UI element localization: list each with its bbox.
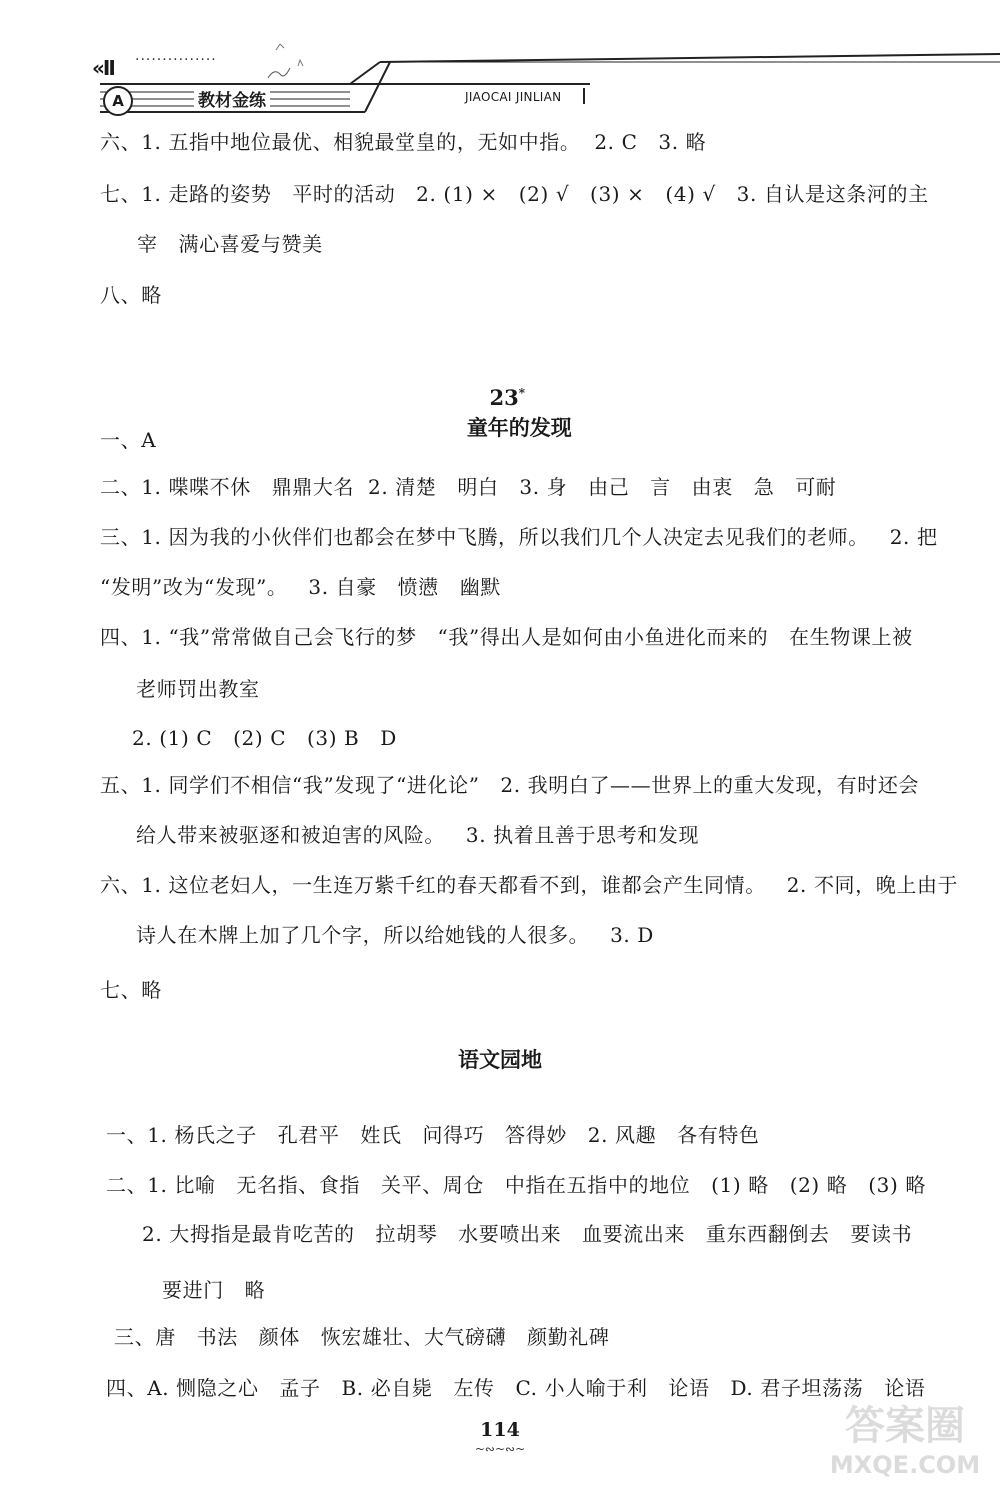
answer-line: 七、略 <box>100 978 162 1002</box>
answer-line: 六、1. 五指中地位最优、相貌最堂皇的，无如中指。 2. C 3. 略 <box>100 130 707 154</box>
answer-line: 二、1. 喋喋不休 鼎鼎大名 2. 清楚 明白 3. 身 由己 言 由衷 急 可耐 <box>100 475 837 499</box>
answer-line: 老师罚出教室 <box>136 677 260 701</box>
answer-line: 七、1. 走路的姿势 平时的活动 2. (1) × (2) √ (3) × (4) √ 3. 自认是这条河的主 <box>100 182 929 206</box>
answer-line: 一、1. 杨氏之子 孔君平 姓氏 问得巧 答得妙 2. 风趣 各有特色 <box>106 1123 760 1147</box>
answer-line: 六、1. 这位老妇人，一生连万紫千红的春天都看不到，谁都会产生同情。 2. 不同，晚上由于 <box>100 873 959 897</box>
answer-line: 2. (1) C (2) C (3) B D <box>132 726 397 750</box>
section-heading-garden: 语文园地 <box>458 1047 542 1072</box>
watermark-logo <box>820 1395 990 1480</box>
answer-line: 2. 大拇指是最肯吃苦的 拉胡琴 水要喷出来 血要流出来 重东西翻倒去 要读书 <box>142 1222 913 1246</box>
svg-text:MXQE.COM: MXQE.COM <box>829 1451 981 1479</box>
answer-line: 诗人在木牌上加了几个字，所以给她钱的人很多。 3. D <box>136 923 654 947</box>
header-pinyin: JIAOCAI JINLIAN <box>465 90 562 104</box>
lesson-title: 童年的发现 <box>466 415 572 440</box>
header-dots: ··············· <box>135 52 217 68</box>
answer-line: 三、唐 书法 颜体 恢宏雄壮、大气磅礴 颜勤礼碑 <box>114 1325 610 1349</box>
answer-line: 给人带来被驱逐和被迫害的风险。 3. 执着且善于思考和发现 <box>136 823 700 847</box>
answer-line: 宰 满心喜爱与赞美 <box>137 232 323 256</box>
header-arrows: «II <box>92 56 114 80</box>
header-brand: 教材金练 <box>194 86 270 111</box>
answer-line: 四、A. 恻隐之心 孟子 B. 必自毙 左传 C. 小人喻于利 论语 D. 君子坦荡荡 论语 <box>106 1376 926 1400</box>
answer-line: 八、略 <box>100 283 162 307</box>
answer-line: 五、1. 同学们不相信“我”发现了“进化论” 2. 我明白了——世界上的重大发现，有时还会 <box>100 773 920 797</box>
answer-line: 一、A <box>100 428 157 452</box>
header-divider <box>583 88 585 104</box>
answer-line: “发明”改为“发现”。 3. 自豪 愤懑 幽默 <box>100 575 501 599</box>
lesson-star: * <box>518 386 526 400</box>
page-number: 114 <box>480 1419 520 1441</box>
svg-text:答案圈: 答案圈 <box>845 1403 965 1449</box>
answer-line: 要进门 略 <box>162 1278 266 1302</box>
answer-line: 三、1. 因为我的小伙伴们也都会在梦中飞腾，所以我们几个人决定去见我们的老师。 2. 把 <box>100 525 938 549</box>
page-header <box>0 0 1000 115</box>
answer-line: 四、1. “我”常常做自己会飞行的梦 “我”得出人是如何由小鱼进化而来的 在生物课上被 <box>100 625 913 649</box>
logo-icon: A <box>103 86 133 116</box>
page-number-ornament-icon: ~∾~∾~ <box>474 1442 526 1456</box>
lesson-number: 23 <box>489 385 519 410</box>
answer-line: 二、1. 比喻 无名指、食指 关平、周仓 中指在五指中的地位 (1) 略 (2) 略 (3) 略 <box>106 1173 926 1197</box>
